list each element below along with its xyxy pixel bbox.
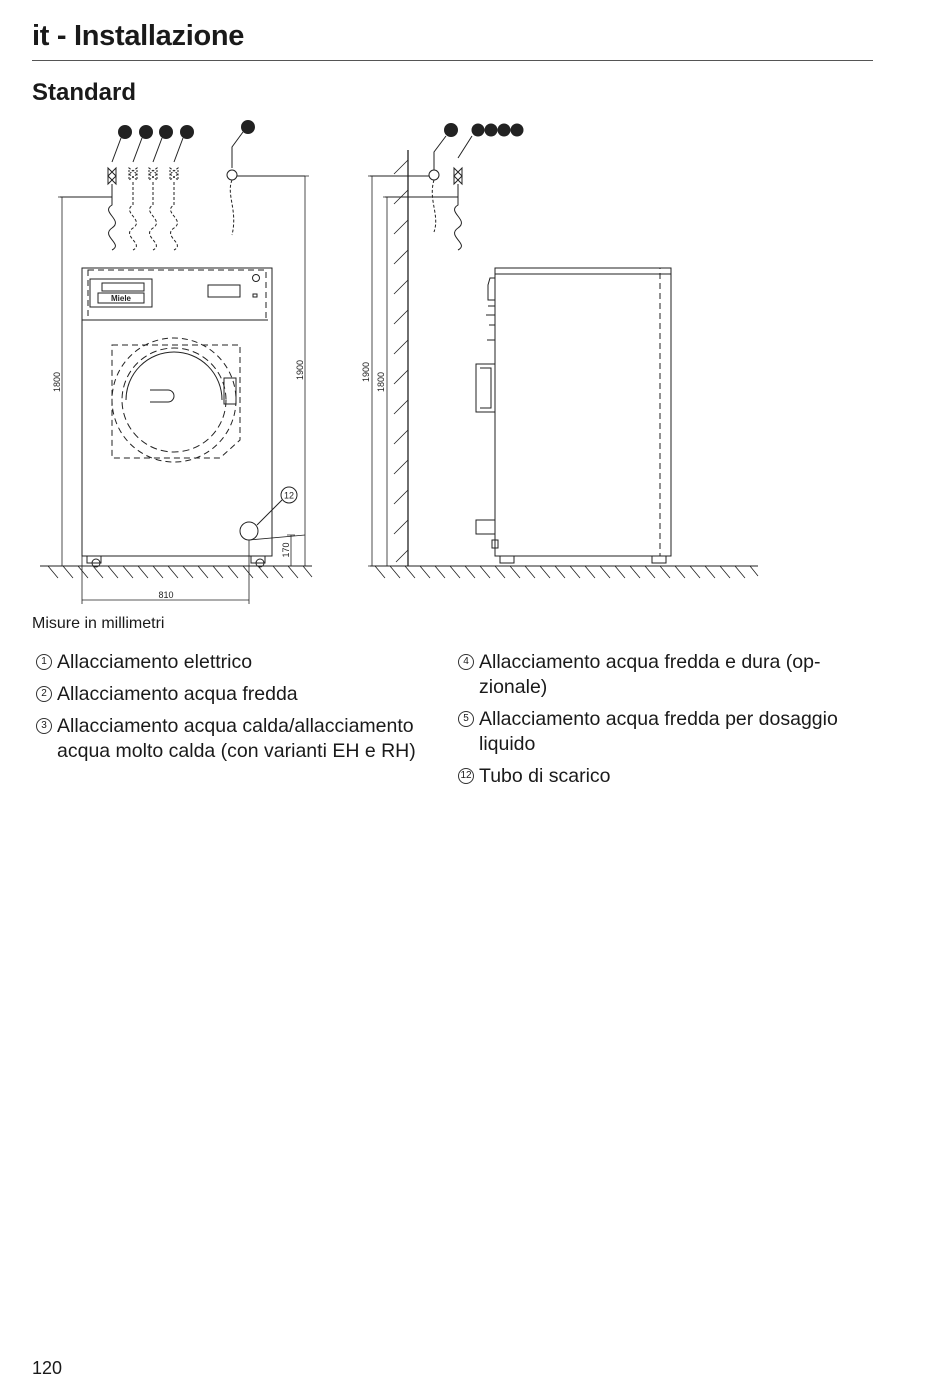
front-floor-hatch — [48, 566, 312, 578]
side-floor-hatch — [375, 566, 758, 578]
legend-text: Allacciamento acqua fredda e dura (op-zionale) — [479, 651, 821, 698]
callout-number: 3 — [36, 718, 52, 734]
wall-hatch — [394, 160, 408, 562]
svg-text:1900: 1900 — [361, 361, 371, 383]
callout-number: 4 — [458, 654, 474, 670]
legend-left — [36, 650, 446, 771]
header-divider — [32, 60, 873, 61]
svg-text:1: 1 — [448, 125, 454, 137]
legend-text: Allacciamento acqua fredda per dosaggio liquido — [479, 708, 838, 755]
svg-text:1: 1 — [245, 122, 251, 134]
front-view — [40, 121, 312, 605]
section-title: Standard — [32, 79, 137, 106]
legend-item-cold-water — [36, 682, 446, 707]
front-callouts — [119, 121, 255, 139]
drain-outlet-front — [240, 522, 258, 540]
svg-text:1800: 1800 — [376, 371, 386, 393]
svg-text:2: 2 — [475, 125, 481, 137]
page-number: 120 — [32, 1358, 63, 1378]
legend-text: Allacciamento acqua calda/allacciamento acqua molto calda (con varianti EH e RH) — [57, 715, 416, 762]
callout-number: 1 — [36, 654, 52, 670]
legend-text: Allacciamento acqua fredda — [57, 683, 298, 705]
miele-logo: Miele — [110, 294, 132, 303]
callout-number: 2 — [36, 686, 52, 702]
legend-item-drain-hose — [458, 764, 878, 789]
legend-item-hot-water — [36, 714, 446, 764]
svg-text:3: 3 — [488, 125, 494, 137]
installation-diagram — [0, 110, 950, 610]
side-view — [361, 124, 758, 579]
svg-text:12: 12 — [283, 490, 295, 501]
svg-text:4: 4 — [501, 125, 507, 137]
legend-text: Tubo di scarico — [479, 765, 611, 787]
svg-text:170: 170 — [281, 542, 291, 558]
svg-text:5: 5 — [514, 125, 520, 137]
svg-text:2: 2 — [122, 127, 128, 139]
legend-item-electrical — [36, 650, 446, 675]
machine-front-body — [82, 268, 272, 556]
page-header-title: it - Installazione — [32, 20, 245, 52]
svg-text:5: 5 — [184, 127, 190, 139]
svg-text:4: 4 — [163, 127, 169, 139]
legend-right — [458, 650, 878, 796]
svg-text:810: 810 — [158, 590, 174, 600]
legend-item-hard-water — [458, 650, 878, 700]
svg-text:1900: 1900 — [295, 359, 305, 381]
callout-number: 5 — [458, 711, 474, 727]
legend-item-dosing-water — [458, 707, 878, 757]
callout-number: 12 — [458, 768, 474, 784]
figure-caption: Misure in millimetri — [32, 615, 165, 632]
front-valves — [60, 168, 305, 250]
svg-text:1800: 1800 — [52, 371, 62, 393]
legend-text: Allacciamento elettrico — [57, 651, 253, 673]
machine-side-body — [495, 268, 671, 556]
svg-text:3: 3 — [143, 127, 149, 139]
